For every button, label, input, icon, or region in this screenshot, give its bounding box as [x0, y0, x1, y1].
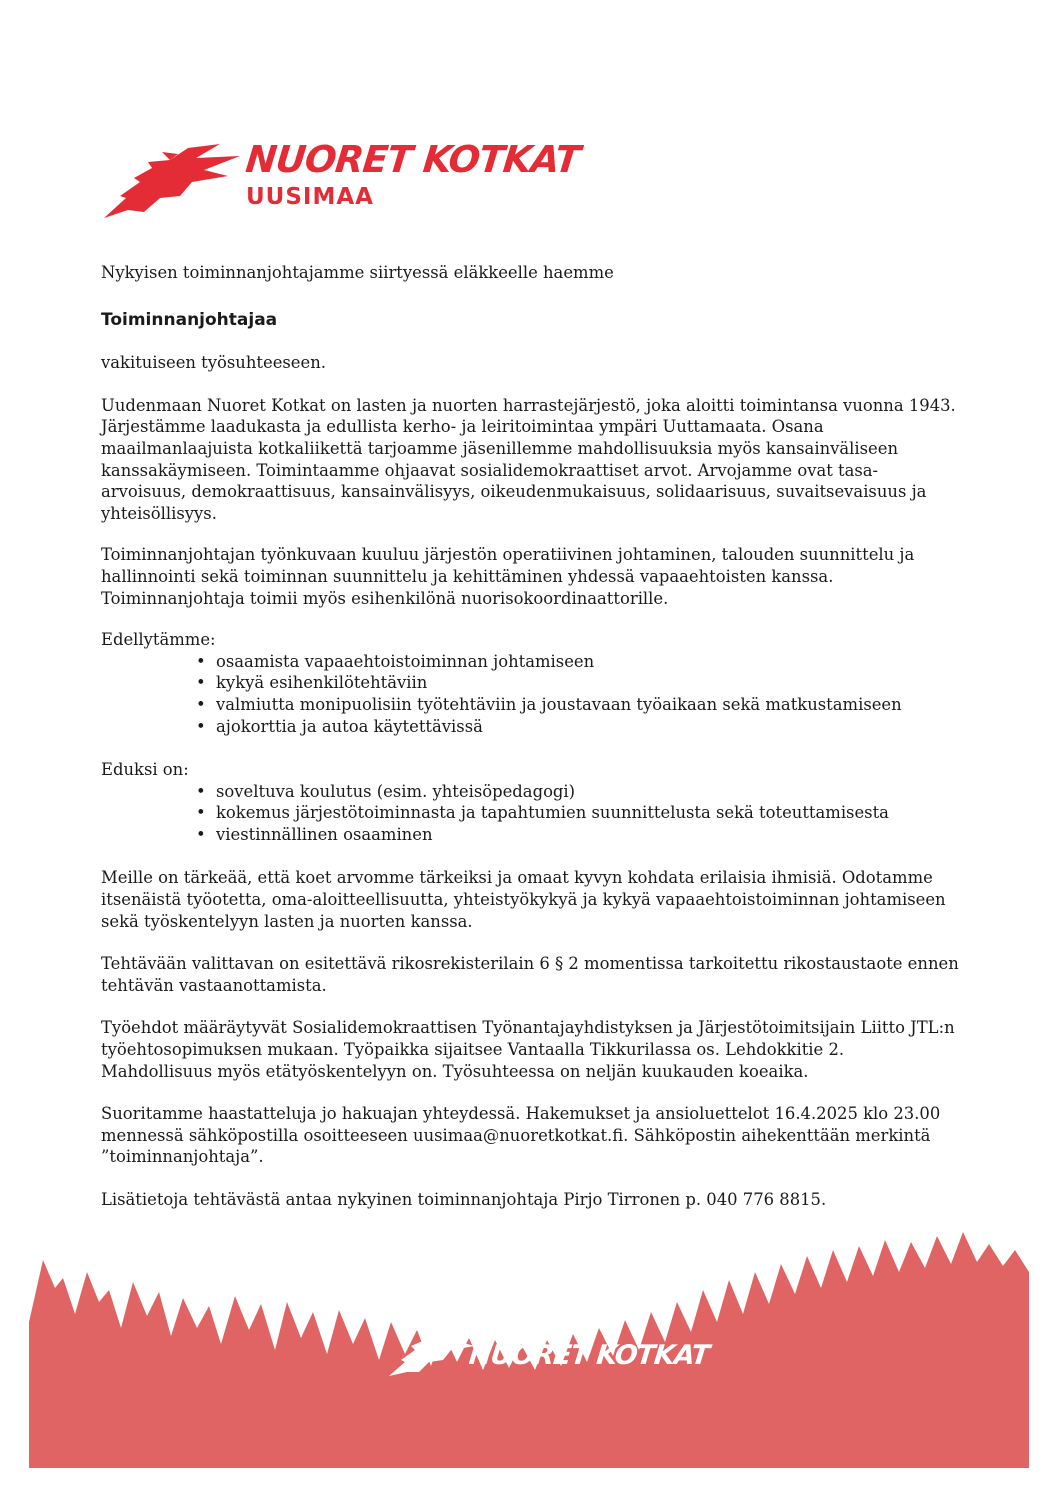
list-item: • ajokorttia ja autoa käytettävissä	[196, 716, 483, 736]
bullet-icon: •	[196, 673, 206, 693]
bullet-icon: •	[196, 824, 206, 844]
requirements-heading: Edellytämme:	[101, 630, 216, 650]
job-ad-content	[101, 262, 959, 1231]
list-item: • kykyä esihenkilötehtäviin	[196, 673, 428, 693]
background-check-paragraph: Tehtävään valittavan on esitettävä rikosrekisterilain 6 § 2 momentissa tarkoitettu rikostaustaote ennen tehtävän vastaanottamista.	[101, 954, 959, 995]
list-item: • kokemus järjestötoiminnasta ja tapahtumien suunnittelusta sekä toteuttamisesta	[196, 803, 889, 823]
bullet-icon: •	[196, 781, 206, 801]
bullet-icon: •	[196, 803, 206, 823]
header-logo	[100, 138, 582, 222]
requirements-list	[101, 651, 959, 737]
employment-type: vakituiseen työsuhteeseen.	[101, 353, 326, 373]
job-title: Toiminnanjohtajaa	[101, 309, 278, 330]
about-paragraph: Uudenmaan Nuoret Kotkat on lasten ja nuorten harrastejärjestö, joka aloitti toimintansa vuonna 1943. Järjestämme laadukasta ja edullista kerho- ja leiritoimintaa ympäri Uuttamaata. Osana maailmanlaajuista kotkaliikettä tarjoamme jäsenillemme mahdollisuuksia myös kansainväliseen kanssakäymiseen. Toimintaamme ohjaavat sosialidemokraattiset arvot. Arvojamme ovat tasa-arvoisuus, demokraattisuus, kansainvälisyys, oikeudenmukaisuus, solidaarisuus, suvaitsevaisuus ja yhteisöllisyys.	[101, 395, 956, 523]
application-paragraph: Suoritamme haastatteluja jo hakuajan yhteydessä. Hakemukset ja ansioluettelot 16.4.2025 klo 23.00 mennessä sähköpostilla osoitteeseen uusimaa@nuoretkotkat.fi. Sähköpostin aihekenttään merkintä ”toiminnanjohtaja”.	[101, 1104, 941, 1167]
list-item: • osaamista vapaaehtoistoiminnan johtamiseen	[196, 651, 595, 671]
advantages-heading: Eduksi on:	[101, 760, 189, 780]
advantages-list	[101, 781, 959, 846]
terms-paragraph: Työehdot määräytyvät Sosialidemokraattisen Työnantajayhdistyksen ja Järjestötoimitsijain Liitto JTL:n työehtosopimuksen mukaan. Työpaikka sijaitsee Vantaalla Tikkurilassa os. Lehdokkitie 2. Mahdollisuus myös etätyöskentelyyn on. Työsuhteessa on neljän kuukauden koeaika.	[101, 1018, 955, 1081]
intro-text: Nykyisen toiminnanjohtajamme siirtyessä eläkkeelle haemme	[101, 263, 614, 282]
list-item: • valmiutta monipuolisiin työtehtäviin ja joustavaan työaikaan sekä matkustamiseen	[196, 694, 902, 714]
footer-logo-text: NUORET KOTKAT	[467, 1340, 711, 1371]
bullet-icon: •	[196, 716, 206, 736]
logo-title: NUORET KOTKAT	[243, 138, 582, 181]
values-paragraph: Meille on tärkeää, että koet arvomme tärkeiksi ja omaat kyvyn kohdata erilaisia ihmisiä. Odotamme itsenäistä työotetta, oma-aloitteellisuutta, yhteistyökykyä ja kykyä vapaaehtoistoiminnan johtamiseen sekä työskentelyyn lasten ja nuorten kanssa.	[101, 868, 946, 931]
logo-subtitle: UUSIMAA	[246, 184, 374, 210]
eagle-logo-icon	[100, 138, 240, 222]
contact-paragraph: Lisätietoja tehtävästä antaa nykyinen toiminnanjohtaja Pirjo Tirronen p. 040 776 8815.	[101, 1190, 827, 1209]
bullet-icon: •	[196, 694, 206, 714]
footer-forest	[29, 1232, 1029, 1468]
bullet-icon: •	[196, 651, 206, 671]
list-item: • viestinnällinen osaaminen	[196, 824, 433, 844]
duties-paragraph: Toiminnanjohtajan työnkuvaan kuuluu järjestön operatiivinen johtaminen, talouden suunnittelu ja hallinnointi sekä toiminnan suunnittelu ja kehittäminen yhdessä vapaaehtoisten kanssa. Toiminnanjohtaja toimii myös esihenkilönä nuorisokoordinaattorille.	[101, 545, 915, 608]
list-item: • soveltuva koulutus (esim. yhteisöpedagogi)	[196, 781, 576, 801]
